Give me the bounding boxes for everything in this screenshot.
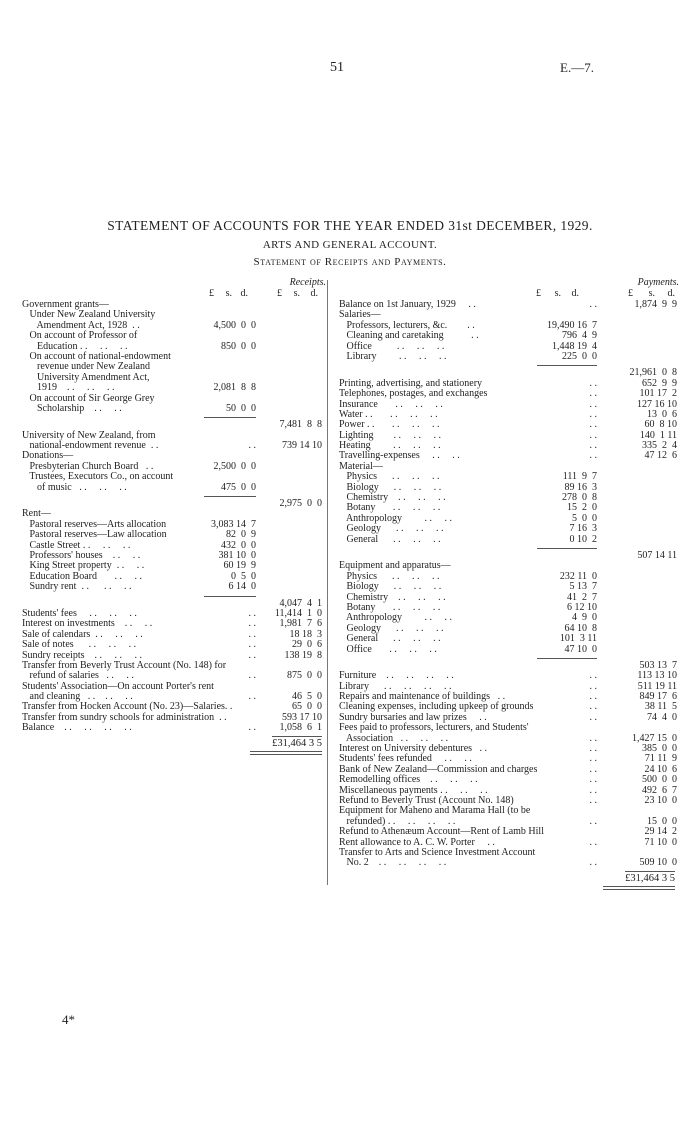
row-amount-outer: 13 0 6: [647, 408, 677, 420]
receipts-table: [22, 300, 326, 734]
row-label: Fees paid to professors, lecturers, and Students': [339, 722, 529, 734]
row-label: Transfer from Hocken Account (No. 23)—Salaries. .: [22, 701, 233, 713]
row-label: On account of Professor of: [22, 330, 138, 342]
row-label: and cleaning . . . . . .: [22, 691, 133, 703]
payments-column: [339, 278, 679, 883]
row-label: University Amendment Act,: [22, 371, 150, 383]
row-amount-inner: 850 0 0: [221, 340, 256, 352]
currency-header: £: [628, 288, 633, 299]
row-label: Refund to Athenæum Account—Rent of Lamb Hill: [339, 826, 544, 838]
row-amount-inner: . .: [248, 722, 256, 734]
row-amount-inner: . .: [248, 691, 256, 703]
row-amount-outer: 113 13 10: [637, 670, 677, 682]
payments-total-rule: [603, 886, 675, 890]
table-row: [339, 352, 679, 362]
row-amount-outer: 47 12 6: [644, 450, 677, 462]
row-amount-outer: 875 0 0: [287, 670, 322, 682]
row-amount-inner: . .: [248, 440, 256, 452]
row-label: Students' fees refunded . . . .: [339, 753, 472, 765]
row-label: Castle Street . . . . . .: [22, 539, 131, 551]
row-label: revenue under New Zealand: [22, 361, 150, 373]
row-amount-outer: 335 2 4: [642, 440, 677, 452]
row-amount-inner: . .: [589, 743, 597, 755]
row-amount-outer: 1,874 9 9: [634, 299, 677, 310]
currency-header: s.: [293, 288, 300, 299]
row-label: Scholarship . . . .: [22, 402, 122, 414]
row-amount-outer: 29 0 6: [292, 639, 322, 651]
row-amount-inner: . .: [589, 836, 597, 848]
receipts-total-row: [22, 734, 326, 748]
row-amount-inner: . .: [589, 784, 597, 796]
table-row: [22, 582, 326, 592]
row-amount-inner: 2,081 8 8: [213, 382, 256, 394]
row-amount-outer: 24 10 6: [644, 763, 677, 775]
row-label: Chemistry . . . . . .: [339, 591, 446, 603]
currency-header: d.: [571, 288, 579, 299]
row-label: Sale of calendars . . . . . .: [22, 628, 143, 640]
row-label: Remodelling offices . . . . . .: [339, 774, 478, 786]
currency-header: d.: [667, 288, 675, 299]
row-amount-inner: . .: [589, 388, 597, 400]
row-amount-inner: . .: [248, 639, 256, 651]
table-row: [339, 389, 679, 399]
row-amount-outer: 739 14 10: [282, 440, 322, 452]
row-amount-inner: 101 3 11: [559, 633, 597, 645]
row-label: Printing, advertising, and stationery: [339, 377, 483, 389]
row-amount-inner: 796 4 9: [562, 330, 597, 342]
section-heading: Statement of Receipts and Payments.: [253, 256, 447, 268]
row-amount-inner: . .: [589, 299, 597, 310]
table-row: [339, 858, 679, 868]
row-amount-inner: 6 14 0: [228, 581, 256, 593]
row-amount-outer: 503 13 7: [639, 659, 677, 671]
row-amount-inner: 381 10 0: [218, 549, 256, 561]
payments-table: [339, 300, 679, 869]
receipts-caption: Receipts.: [289, 277, 326, 288]
currency-header: £: [536, 288, 541, 299]
row-label: Interest on University debentures . .: [339, 743, 488, 755]
row-amount-inner: . .: [589, 763, 597, 775]
row-amount-inner: 15 2 0: [567, 502, 597, 514]
row-amount-inner: . .: [248, 607, 256, 619]
payments-total-row: [339, 869, 679, 883]
row-label: Transfer from Beverly Trust Account (No. 148) for: [22, 659, 227, 671]
row-label: Professors, lecturers, &c. . .: [339, 319, 475, 331]
row-amount-outer: 509 10 0: [639, 857, 677, 869]
receipts-total: £31,464 3 5: [272, 737, 322, 749]
table-row: [339, 451, 679, 461]
row-amount-outer: 138 19 8: [284, 649, 322, 661]
row-label: Students' fees . . . . . .: [22, 607, 137, 619]
row-label: refund of salaries . . . .: [22, 670, 134, 682]
row-label: Insurance . . . . . .: [339, 398, 443, 410]
row-label: 1919 . . . . . .: [22, 382, 115, 394]
row-amount-inner: 475 0 0: [221, 481, 256, 493]
page-number: 51: [330, 60, 344, 75]
table-row: [339, 331, 679, 341]
row-label: General . . . . . .: [339, 633, 441, 645]
table-row: [22, 404, 326, 414]
currency-header: d.: [240, 288, 248, 299]
row-label: Heating . . . . . .: [339, 440, 441, 452]
row-label: Furniture . . . . . . . .: [339, 670, 454, 682]
row-amount-inner: . .: [589, 408, 597, 420]
row-amount-outer: 507 14 11: [637, 549, 677, 561]
row-amount-outer: 71 11 9: [644, 753, 677, 765]
subtotal-line: [537, 658, 597, 659]
row-label: No. 2 . . . . . . . .: [339, 857, 447, 869]
row-amount-inner: . .: [248, 670, 256, 682]
row-amount-outer: 593 17 10: [282, 711, 322, 723]
currency-header: s.: [225, 288, 232, 299]
row-amount-inner: . .: [589, 680, 597, 692]
row-label: Power . . . . . . . .: [339, 419, 440, 431]
row-amount-inner: . .: [589, 450, 597, 462]
row-amount-outer: 1,981 7 6: [279, 618, 322, 630]
row-amount-inner: . .: [589, 774, 597, 786]
row-amount-outer: 127 16 10: [637, 398, 677, 410]
receipts-column: [22, 278, 326, 748]
row-amount-outer: 849 17 6: [639, 691, 677, 703]
currency-header: d.: [310, 288, 318, 299]
row-amount-inner: . .: [248, 618, 256, 630]
row-label: Library . . . . . . . .: [339, 680, 452, 692]
row-label: Physics . . . . . .: [339, 570, 440, 582]
row-label: King Street property . . . .: [22, 560, 145, 572]
table-row: [339, 645, 679, 655]
row-amount-outer: 71 10 0: [644, 836, 677, 848]
row-amount-inner: . .: [589, 711, 597, 723]
row-label: Equipment and apparatus—: [339, 560, 451, 572]
row-label: On account of national-endowment: [22, 350, 171, 362]
row-label: Refund to Beverly Trust (Account No. 148): [339, 794, 514, 806]
row-amount-outer: 2,975 0 0: [279, 498, 322, 510]
row-label: Education Board . . . .: [22, 570, 142, 582]
row-amount-outer: 1,427 15 0: [632, 732, 677, 744]
row-amount-inner: 2,500 0 0: [213, 460, 256, 472]
row-amount-outer: 21,961 0 8: [629, 367, 677, 379]
row-label: Government grants—: [22, 299, 109, 310]
row-amount-inner: 4,500 0 0: [213, 319, 256, 331]
row-amount-inner: 5 0 0: [572, 512, 597, 524]
row-label: Association . . . . . .: [339, 732, 449, 744]
statement-title: STATEMENT OF ACCOUNTS FOR THE YEAR ENDED 31st DECEMBER, 1929.: [107, 218, 593, 233]
row-label: Trustees, Executors Co., on account: [22, 471, 174, 483]
document-reference: E.—7.: [560, 60, 594, 75]
row-amount-outer: 60 8 10: [644, 419, 677, 431]
row-label: Material—: [339, 460, 383, 472]
row-label: Sale of notes . . . . . .: [22, 639, 137, 651]
row-amount-inner: 432 0 0: [221, 539, 256, 551]
row-amount-inner: 89 16 3: [564, 481, 597, 493]
row-amount-outer: 1,058 6 1: [279, 722, 322, 734]
row-amount-outer: 652 9 9: [642, 377, 677, 389]
currency-header: £: [277, 288, 282, 299]
row-amount-inner: 82 0 9: [226, 529, 256, 541]
row-label: Lighting . . . . . .: [339, 429, 441, 441]
row-amount-inner: . .: [248, 628, 256, 640]
row-label: Office . . . . . .: [339, 643, 437, 655]
row-label: Amendment Act, 1928 . .: [22, 319, 140, 331]
row-label: Cleaning and caretaking . .: [339, 330, 479, 342]
table-row: [339, 535, 679, 545]
row-label: Sundry rent . . . . . .: [22, 581, 132, 593]
row-amount-outer: 18 18 3: [289, 628, 322, 640]
row-amount-outer: 15 0 0: [647, 815, 677, 827]
row-amount-inner: 50 0 0: [226, 402, 256, 414]
row-amount-inner: 64 10 8: [564, 622, 597, 634]
row-label: Anthropology . . . .: [339, 512, 453, 524]
row-label: Geology . . . . . .: [339, 523, 444, 535]
row-label: Physics . . . . . .: [339, 471, 440, 483]
row-label: Transfer from sundry schools for administration . .: [22, 711, 227, 723]
row-label: Sundry bursaries and law prizes . .: [339, 711, 487, 723]
row-amount-inner: . .: [589, 753, 597, 765]
row-amount-inner: 19,490 16 7: [547, 319, 597, 331]
currency-header: s.: [554, 288, 561, 299]
table-row: [22, 723, 326, 733]
table-row: [22, 640, 326, 650]
payments-total: £31,464 3 5: [625, 872, 675, 884]
row-amount-inner: 60 19 9: [223, 560, 256, 572]
row-amount-inner: . .: [589, 815, 597, 827]
table-row: [339, 634, 679, 644]
row-label: Under New Zealand University: [22, 309, 156, 321]
row-amount-outer: 74 4 0: [647, 711, 677, 723]
row-amount-inner: 6 12 10: [567, 601, 597, 613]
row-label: Donations—: [22, 450, 74, 462]
row-label: Transfer to Arts and Science Investment Account: [339, 846, 536, 858]
row-label: Equipment for Maheno and Marama Hall (to be: [339, 805, 531, 817]
table-row: [22, 483, 326, 493]
row-amount-outer: 500 0 0: [642, 774, 677, 786]
row-amount-inner: 3,083 14 7: [211, 518, 256, 530]
row-label: University of New Zealand, from: [22, 429, 156, 441]
table-row: [22, 383, 326, 393]
row-label: Repairs and maintenance of buildings . .: [339, 691, 506, 703]
row-amount-outer: 23 10 0: [644, 794, 677, 806]
row-label: Pastoral reserves—Law allocation: [22, 529, 167, 541]
row-amount-inner: . .: [589, 398, 597, 410]
row-label: Bank of New Zealand—Commission and charges: [339, 763, 538, 775]
row-amount-outer: 492 6 7: [642, 784, 677, 796]
row-label: Water . . . . . . . .: [339, 408, 438, 420]
row-amount-inner: . .: [589, 670, 597, 682]
row-amount-outer: 11,414 1 0: [274, 607, 322, 619]
row-label: Balance on 1st January, 1929 . .: [339, 299, 476, 310]
row-amount-inner: . .: [589, 419, 597, 431]
row-amount-inner: . .: [589, 701, 597, 713]
row-amount-outer: 38 11 5: [644, 701, 677, 713]
subtotal-line: [204, 496, 256, 497]
row-label: Professors' houses . . . .: [22, 549, 141, 561]
row-label: Biology . . . . . .: [339, 481, 442, 493]
row-amount-inner: 41 2 7: [567, 591, 597, 603]
row-label: Education . . . . . .: [22, 340, 128, 352]
row-amount-inner: 47 10 0: [564, 643, 597, 655]
row-label: Library . . . . . .: [339, 350, 447, 362]
table-row: [22, 331, 326, 341]
row-amount-inner: 1,448 19 4: [552, 340, 597, 352]
column-divider: [327, 280, 328, 885]
table-row: [339, 300, 679, 310]
subtotal-line: [537, 548, 597, 549]
row-label: Miscellaneous payments . . . . . .: [339, 784, 488, 796]
row-amount-inner: . .: [589, 691, 597, 703]
row-amount-inner: . .: [589, 857, 597, 869]
currency-header: s.: [648, 288, 655, 299]
row-amount-inner: . .: [589, 732, 597, 744]
row-label: national-endowment revenue . .: [22, 440, 159, 452]
row-label: General . . . . . .: [339, 533, 441, 545]
currency-header: £: [209, 288, 214, 299]
row-amount-outer: 7,481 8 8: [279, 419, 322, 431]
row-amount-inner: 4 9 0: [572, 612, 597, 624]
row-label: Balance . . . . . . . .: [22, 722, 132, 734]
row-amount-outer: 65 0 0: [292, 701, 322, 713]
row-amount-inner: 225 0 0: [562, 350, 597, 362]
table-row: [339, 582, 679, 592]
row-label: Rent—: [22, 508, 51, 520]
row-label: Travelling-expenses . . . .: [339, 450, 460, 462]
row-amount-inner: 232 11 0: [559, 570, 597, 582]
row-amount-inner: . .: [589, 429, 597, 441]
row-amount-inner: 7 16 3: [569, 523, 597, 535]
receipts-total-rule: [250, 751, 322, 755]
page-footer-mark: 4*: [62, 1012, 75, 1027]
row-label: Telephones, postages, and exchanges: [339, 388, 488, 400]
row-amount-inner: . .: [248, 649, 256, 661]
row-amount-outer: 29 14 2: [644, 826, 677, 838]
row-amount-inner: 0 10 2: [569, 533, 597, 545]
row-label: Botany . . . . . .: [339, 601, 441, 613]
account-subtitle: ARTS AND GENERAL ACCOUNT.: [262, 239, 438, 251]
row-amount-outer: 101 17 2: [639, 388, 677, 400]
table-row: [22, 499, 326, 509]
row-amount-outer: 4,047 4 1: [279, 597, 322, 609]
payments-caption: Payments.: [637, 277, 679, 288]
row-amount-inner: 278 0 8: [562, 492, 597, 504]
table-row: [339, 827, 679, 837]
row-label: Cleaning expenses, including upkeep of grounds: [339, 701, 534, 713]
row-label: Salaries—: [339, 309, 381, 321]
row-label: Sundry receipts . . . . . .: [22, 649, 142, 661]
subtotal-line: [537, 365, 597, 366]
row-label: Interest on investments . . . .: [22, 618, 153, 630]
subtotal-line: [204, 596, 256, 597]
row-amount-inner: . .: [589, 440, 597, 452]
row-amount-outer: 511 19 11: [637, 680, 677, 692]
row-label: Rent allowance to A. C. W. Porter . .: [339, 836, 495, 848]
row-amount-inner: 5 13 7: [569, 581, 597, 593]
subtotal-line: [204, 417, 256, 418]
row-label: of music . . . . . .: [22, 481, 127, 493]
row-label: Geology . . . . . .: [339, 622, 444, 634]
row-amount-inner: . .: [589, 794, 597, 806]
row-label: Botany . . . . . .: [339, 502, 441, 514]
row-label: Anthropology . . . .: [339, 612, 453, 624]
row-label: refunded) . . . . . . . .: [339, 815, 456, 827]
row-amount-inner: 0 5 0: [231, 570, 256, 582]
row-amount-inner: 111 9 7: [562, 471, 597, 483]
row-label: Office . . . . . .: [339, 340, 445, 352]
row-label: Chemistry . . . . . .: [339, 492, 446, 504]
row-label: Pastoral reserves—Arts allocation: [22, 518, 167, 530]
row-amount-inner: . .: [589, 377, 597, 389]
row-label: Biology . . . . . .: [339, 581, 442, 593]
row-amount-outer: 140 1 11: [639, 429, 677, 441]
row-amount-outer: 46 5 0: [292, 691, 322, 703]
row-label: Presbyterian Church Board . .: [22, 460, 154, 472]
row-label: Students' Association—On account Porter's rent: [22, 680, 214, 692]
row-amount-outer: 385 0 0: [642, 743, 677, 755]
row-label: On account of Sir George Grey: [22, 392, 155, 404]
